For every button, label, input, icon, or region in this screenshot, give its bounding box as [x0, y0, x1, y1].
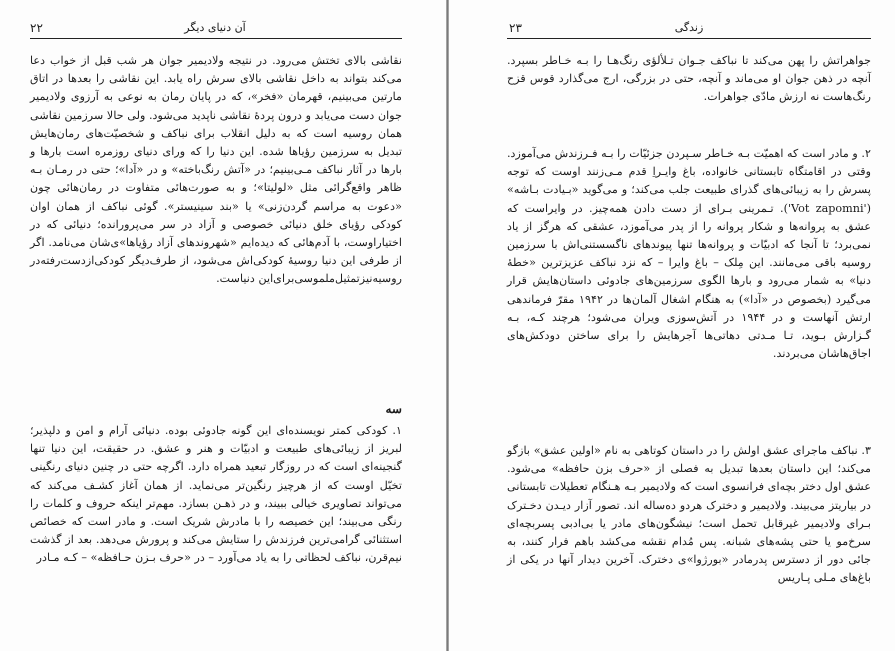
page-number: ۲۳: [509, 21, 522, 35]
paragraph-text: ۱. کودکی کمتر نویسنده‌ای این گونه جادوئی بوده. دنیائی آرام و امن و دلپذیر؛ لبریز از زیبائی‌های طبیعت و ادبیّات و هنر و عشق. در حقیقت، این دنیا تنها گنجینه‌ای است که در روزگار تبعید همراه دارد. اگرچه حتی در چنین دنیای رنگینی تخیّل اوست که از هرچیز رنگین‌تر می‌نماید. از همان آغاز کشـف می‌کند که می‌تواند تصاویری خیالی ببیند، و در ذهـن بسازد. مهم‌تر اینکه حروف و کلمات را رنگی می‌بیند؛ این خصیصه را با مادرش شریک است. و مادر است که خصائص استثنائی گرامی‌ترین فرزندش را ستایش می‌کند و پرورش می‌دهد. بعد از گذشت نیم‌قرن، نباکف لحظاتی را به یاد می‌آورد – در «حرف بـزن حـافظه» – کـه مـادر: [30, 424, 402, 565]
paragraph: [30, 52, 402, 289]
paragraph: [507, 52, 871, 107]
right-page: [449, 0, 895, 651]
header-rule: [30, 38, 402, 39]
running-title: آن دنیای دیگر: [184, 21, 246, 34]
paragraph-text: نقاشی بالای تختش می‌رود. در نتیجه ولادیمیر جوان هر شب قبل از خواب دعا می‌کند بتواند به داخل نقاشی بالای سرش راه یابد. این نقاشی را بعدها در اتاق مارتین می‌بینیم، قهرمان «فخر»، که در پایان رمان به نوعی به آرزوی ولادیمیر جوان دست می‌یابد و درون پردهٔ نقاشی ناپدید می‌شود. ولی حالا سرزمین نقاشی همان روسیه است که به دلیل انقلاب برای نباکف و شخصیّت‌های رمان‌هایش تبدیل به سرزمین رؤیاها شده. این دنیا را که ورای دنیای روزمره است بارها و بارها در آثار نباکف مـی‌بینیم؛ در «آتش رنگ‌باخته» و در «آدا»؛ حتی در رمـان بـه ظاهر واقع‌گرائی مثل «لولیتا»؛ و به صورت‌هائی متفاوت در رمان‌هائی چون «دعوت به مراسم گردن‌زنی» یا «بند سینیستر». گوئی نباکف از همان اوان کودکی رؤیای خلق دنیائی خصوصی و آزاد در سر می‌پرورانده؛ دنیائی که در اختیاراوست، با آدم‌هائی که دیده‌ایم «شهروندهای آزاد رؤیاها»ی‌شان می‌نامد. اگر از طرفی این دنیا روسیهٔ کودکی‌اش می‌شود، از طرف‌دیگر کودکی‌ازدست‌رفته‌در روسیه‌نیزتمثیل‌ملموسی‌برای‌این دنیاست.: [30, 54, 402, 286]
paragraph: [30, 422, 402, 568]
left-page: [0, 0, 446, 651]
paragraph-text: ۳. نباکف ماجرای عشق اولش را در داستان کوتاهی به نام «اولین عشق» بازگو می‌کند؛ این داستان بعدها تبدیل به فصلی از «حرف بزن حافظه» می‌شود. عشق اول دختر بچه‌ای فرانسوی است که ولادیمیر بـه هـنگام تعطیلات تابستانی در بیاریتز می‌بیند. ولادیمیر و دخترک هردو ده‌ساله اند. تصور آزار دیـدن دخـترک بـرای ولادیمیر غیرقابل تحمل است؛ نیشگون‌های مادر یا بی‌ادبی پسربچه‌ای سرخ‌مو یا حتی پشه‌های شبانه. پس مُدام نقشه می‌کشد باهم فرار کنند، به جائی دور از دسترس پدرمادر «بورژوا»ی دخترک. آخرین دیدار آنها در یکی از باغ‌های مـلی پـاریس: [507, 444, 871, 585]
right-page-header: [509, 20, 869, 36]
left-page-header: [30, 20, 400, 36]
running-title: زندگی: [674, 21, 704, 34]
section-heading: سه: [385, 402, 402, 416]
paragraph-text: جواهراتش را پهن می‌کند تا نباکف جـوان تـلألؤی رنگ‌هـا را بـه خـاطر بسپرد. آنچه در ذهن جوان او می‌ماند و آنچه، حتی در بزرگی، ارج می‌گذارد قوس قزح رنگ‌هاست نه ارزش مادّی جواهرات.: [507, 54, 871, 104]
header-rule: [507, 38, 871, 39]
paragraph-text: ۲. و مادر است که اهمیّت بـه خـاطر سـپردن جزئیّات را بـه فـرزندش می‌آموزد. وقتی در اقامتگاه تابستانی خانواده، باغ وایـراِ قدم مـی‌زنند اوست که توجه پسرش را به زیبائی‌های گذرای طبیعت جلب می‌کند؛ و می‌گوید «بـیادت بـاشه» ('Vot zapomni'). تـمرینی بـرای از دست دادن همه‌چیز. در وایراست که عشق به پروانه‌ها و شکار پروانه را از پدر می‌آموزد، عشقی که هرگز از یاد نمی‌برد؛ تا آنجا که ادبیّات و پروانه‌ها تنها پیوندهای ناگسستنی‌اش با سرزمین روسیه باقی می‌مانند. این مِلک – باغ وایرا – که نزد نباکف عزیزترین «خطهٔ دنیا» به شمار می‌رود و بارها الگوی سرزمین‌های جادوئی داستان‌هایش قرار می‌گیرد (بخصوص در «آدا») به هنگام اشغال آلمان‌ها در ۱۹۴۲ مقرّ فرماندهی ارتش آنهاست و در ۱۹۴۴ در آتش‌سوزی ویران می‌شود؛ هرچند کـه، بـه گـزارش بـوید، تـا مـدتی دهاتی‌ها آجرهایش را برای ساختن دودکش‌های اجاق‌هاشان می‌بردند.: [507, 147, 872, 361]
page-number: ۲۲: [30, 21, 43, 35]
paragraph: [507, 145, 871, 363]
paragraph: [507, 442, 871, 588]
